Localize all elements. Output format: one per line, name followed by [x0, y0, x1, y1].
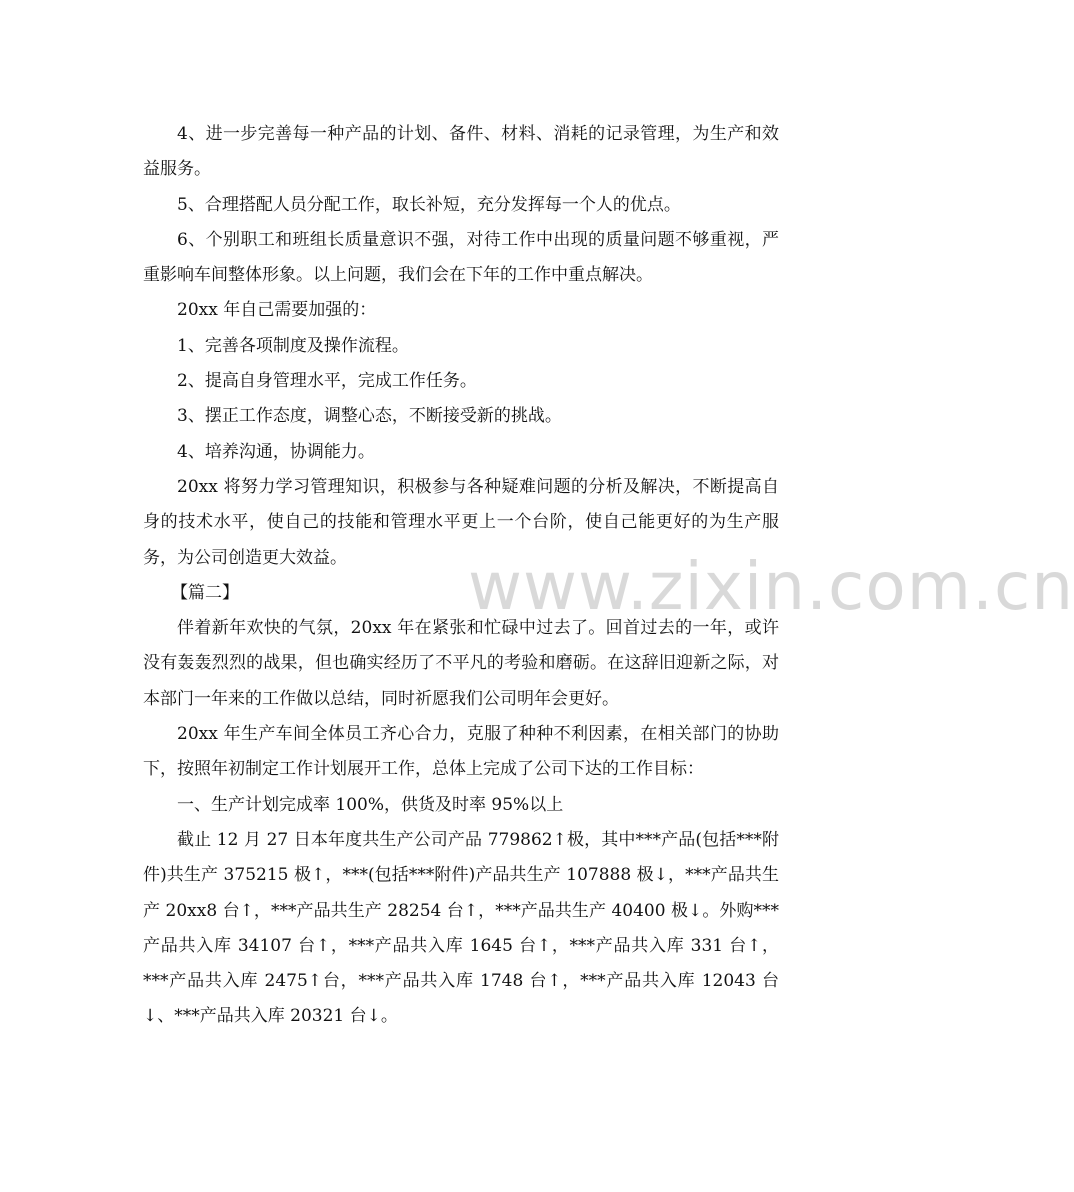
section-heading: 【篇二】: [171, 582, 239, 603]
list-item-3: 3、摆正工作态度，调整心态，不断接受新的挑战。: [177, 406, 562, 427]
paragraph-intro: 伴着新年欢快的气氛，20xx 年在紧张和忙碌中过去了。回首过去的一年，或许没有轰轰烈烈的战果，但也确实经历了不平凡的考验和磨砺。在这辞旧迎新之际，对本部门一年来的工作做以总结，同时祈愿我们公司明年会更好。: [143, 618, 779, 709]
list-item-4: 4、培养沟通，协调能力。: [177, 441, 375, 462]
paragraph-strengthen-heading: 20xx 年自己需要加强的：: [177, 300, 377, 321]
list-item-2: 2、提高自身管理水平，完成工作任务。: [177, 371, 477, 392]
paragraph-plan: 20xx 将努力学习管理知识，积极参与各种疑难问题的分析及解决，不断提高自身的技术水平，使自己的技能和管理水平更上一个台阶，使自己能更好的为生产服务，为公司创造更大效益。: [143, 476, 779, 568]
paragraph-production-stats: 截止 12 月 27 日本年度共生产公司产品 779862↑极，其中***产品(包括***附件)共生产 375215 极↑，***(包括***附件)产品共生产 107888 极↓，***产品共生产 20xx8 台↑，***产品共生产 28254 台↑，***产品共生产 40400 极↓。外购***产品共入库 34107 台↑，***产品共入库 1645 台↑，***产品共入库 331 台↑，***产品共入库 2475↑台，***产品共入库 1748 台↑，***产品共入库 12043 台↓、***产品共入库 20321 台↓。: [143, 829, 779, 1027]
paragraph-item-6: 6、个别职工和班组长质量意识不强，对待工作中出现的质量问题不够重视，严重影响车间整体形象。以上问题，我们会在下年的工作中重点解决。: [143, 229, 779, 286]
paragraph-summary: 20xx 年生产车间全体员工齐心合力，克服了种种不利因素，在相关部门的协助下，按照年初制定工作计划展开工作，总体上完成了公司下达的工作目标：: [143, 724, 779, 780]
paragraph-item-5: 5、合理搭配人员分配工作，取长补短，充分发挥每一个人的优点。: [177, 194, 681, 215]
document-body: [143, 117, 779, 1035]
paragraph-item-4: 4、进一步完善每一种产品的计划、备件、材料、消耗的记录管理，为生产和效益服务。: [143, 124, 779, 180]
paragraph-subheading: 一、生产计划完成率 100%，供货及时率 95%以上: [177, 794, 564, 815]
watermark-text: www.zixin.com.cn: [468, 548, 1074, 625]
list-item-1: 1、完善各项制度及操作流程。: [177, 335, 409, 356]
